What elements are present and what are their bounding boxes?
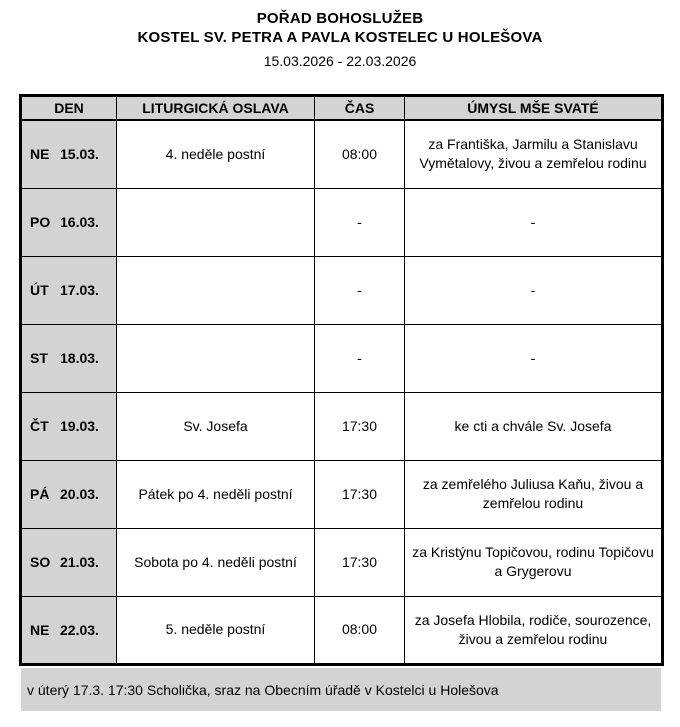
footer-note (21, 668, 661, 711)
date-range: 15.03.2026 - 22.03.2026 (263, 53, 417, 69)
intention-cell: za Kristýnu Topičovou, rodinu Topičovu a Grygerovu (405, 528, 663, 596)
day-cell (21, 460, 117, 528)
celebration-cell (117, 256, 315, 324)
time-cell: 17:30 (315, 392, 405, 460)
day-abbr: ÚT (30, 282, 49, 298)
celebration-cell: Sv. Josefa (117, 392, 315, 460)
day-abbr: PÁ (30, 486, 50, 502)
table-row (21, 392, 663, 460)
table-row (21, 596, 663, 664)
intention-cell: - (405, 188, 663, 256)
celebration-cell: Sobota po 4. neděli postní (117, 528, 315, 596)
intention-cell: za zemřelého Juliusa Kaňu, živou a zemřelou rodinu (405, 460, 663, 528)
intention-cell: ke cti a chvále Sv. Josefa (405, 392, 663, 460)
celebration-cell (117, 188, 315, 256)
day-date: 15.03. (60, 146, 99, 163)
table-row (21, 324, 663, 392)
day-date: 20.03. (60, 486, 99, 502)
day-abbr: PO (30, 214, 51, 230)
celebration-cell: 5. neděle postní (117, 596, 315, 664)
celebration-cell (117, 324, 315, 392)
time-cell: - (315, 188, 405, 256)
table-row (21, 528, 663, 596)
column-header-liturgicka-oslava: LITURGICKÁ OSLAVA (117, 96, 315, 121)
day-abbr: SO (30, 554, 51, 570)
day-date: 17.03. (60, 282, 99, 298)
title-block (0, 0, 680, 70)
day-cell (21, 120, 117, 188)
footer-note-text: v úterý 17.3. 17:30 Scholička, sraz na Obecním úřadě v Kostelci u Holešova (27, 681, 499, 698)
table-row (21, 120, 663, 188)
time-cell: - (315, 256, 405, 324)
column-header-umysl-mse-svate: ÚMYSL MŠE SVATÉ (405, 96, 663, 121)
time-cell: 17:30 (315, 528, 405, 596)
time-cell: 08:00 (315, 596, 405, 664)
day-cell (21, 596, 117, 664)
time-cell: - (315, 324, 405, 392)
intention-cell: za Františka, Jarmilu a Stanislavu Vymětalovy, živou a zemřelou rodinu (405, 120, 663, 188)
day-cell (21, 528, 117, 596)
day-cell (21, 324, 117, 392)
column-header-den: DEN (21, 96, 117, 121)
time-cell: 17:30 (315, 460, 405, 528)
table-row (21, 256, 663, 324)
day-date: 21.03. (60, 554, 99, 570)
table-header-row (21, 96, 663, 121)
day-date: 16.03. (60, 214, 99, 230)
day-cell (21, 392, 117, 460)
celebration-cell: 4. neděle postní (117, 120, 315, 188)
day-date: 22.03. (60, 621, 99, 638)
table-row (21, 460, 663, 528)
intention-cell: - (405, 256, 663, 324)
intention-cell: za Josefa Hlobila, rodiče, sourozence, živou a zemřelou rodinu (405, 596, 663, 664)
day-cell (21, 256, 117, 324)
column-header-cas: ČAS (315, 96, 405, 121)
day-abbr: NE (30, 146, 50, 163)
intention-cell: - (405, 324, 663, 392)
day-cell (21, 188, 117, 256)
day-abbr: NE (30, 621, 50, 638)
table-row (21, 188, 663, 256)
time-cell: 08:00 (315, 120, 405, 188)
day-abbr: ČT (30, 418, 49, 434)
day-date: 19.03. (60, 418, 99, 434)
day-abbr: ST (30, 350, 48, 366)
celebration-cell: Pátek po 4. neděli postní (117, 460, 315, 528)
document-subtitle: KOSTEL SV. PETRA A PAVLA KOSTELEC U HOLEŠOVA (137, 29, 543, 46)
document-title: POŘAD BOHOSLUŽEB (256, 10, 424, 27)
schedule-table (19, 94, 664, 666)
day-date: 18.03. (60, 350, 99, 366)
